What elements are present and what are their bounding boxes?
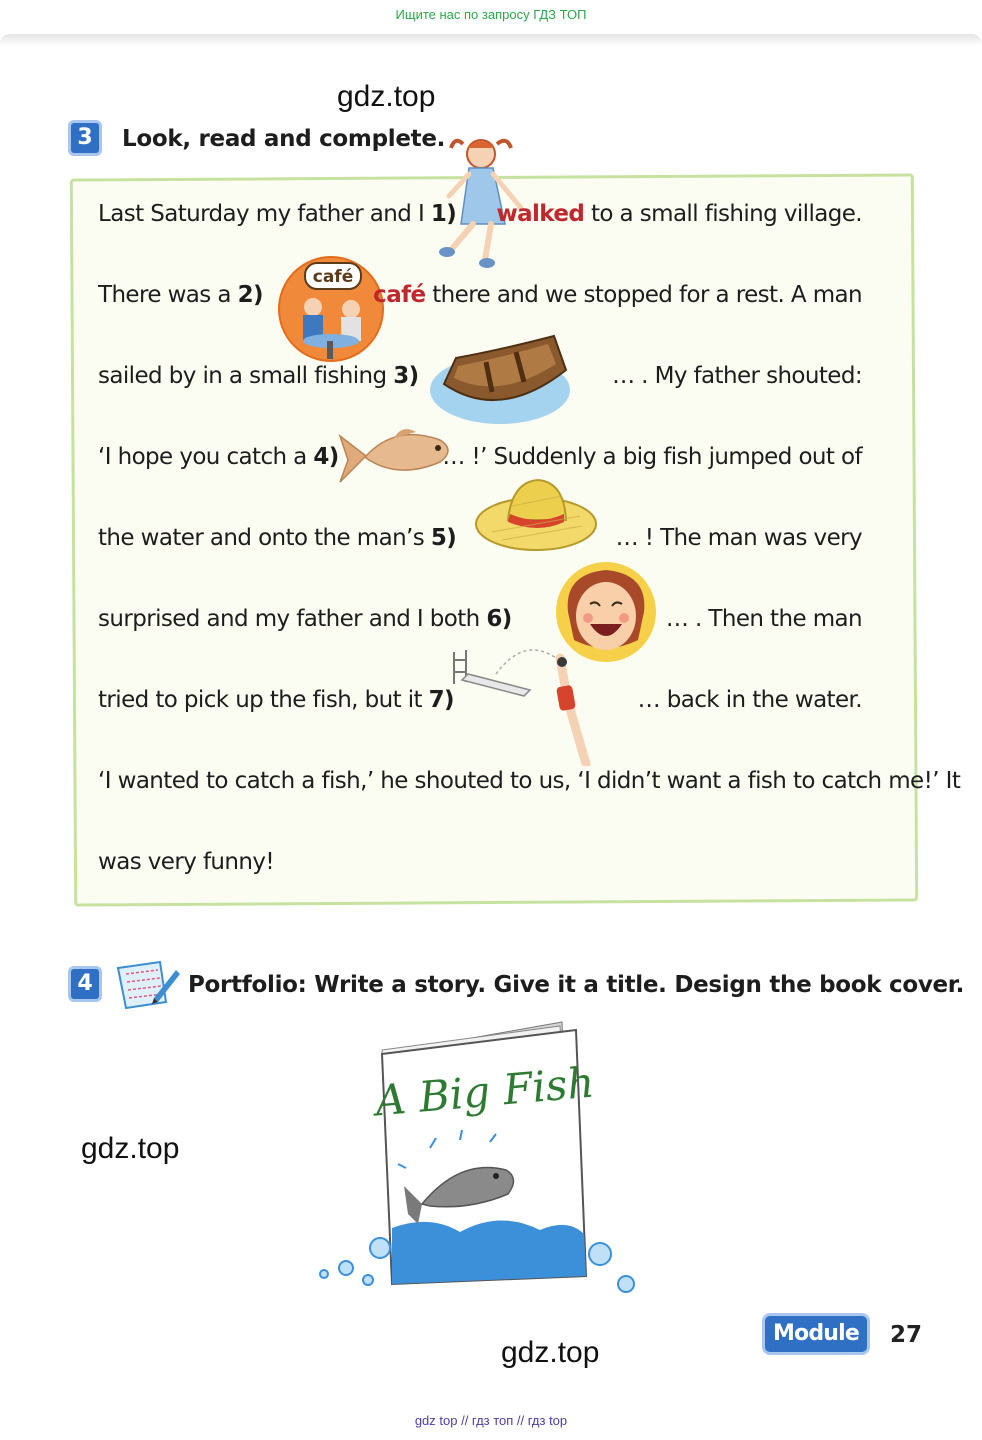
- gap-number: 5): [430, 525, 457, 551]
- story-line-9: was very funny!: [98, 849, 274, 875]
- answer-word: café: [373, 282, 426, 308]
- story-line-1: Last Saturday my father and I 1) walked to a small fishing village.: [98, 201, 862, 227]
- gap-number: 3): [393, 363, 419, 389]
- gap-number: 1): [430, 201, 457, 227]
- top-bar: [0, 0, 982, 34]
- watermark: gdz.top: [501, 1336, 600, 1369]
- footer-links[interactable]: gdz top // гдз топ // гдз top: [414, 1413, 568, 1428]
- page-number: 27: [890, 1322, 923, 1348]
- story-line-4: ‘I hope you catch a 4) … !’ Suddenly a big fish jumped out of: [98, 444, 862, 470]
- book-cover-icon: [310, 1018, 646, 1296]
- cafe-sign-text: café: [312, 267, 354, 287]
- answer-word: walked: [496, 201, 585, 227]
- story-line-7: tried to pick up the fish, but it 7) … back in the water.: [98, 687, 862, 713]
- gap-number: 4): [313, 444, 339, 470]
- story-line-5: the water and onto the man’s 5) … ! The man was very: [98, 525, 862, 551]
- gap-number: 7): [428, 687, 454, 713]
- story-line-8: ‘I wanted to catch a fish,’ he shouted to us, ‘I didn’t want a fish to catch me!’ It: [98, 768, 961, 794]
- page-shadow: [0, 34, 982, 46]
- gap-number: 2): [237, 282, 263, 308]
- exercise-4-number: 4: [68, 966, 102, 1002]
- story-line-2: There was a 2) café there and we stopped for a rest. A man: [98, 282, 862, 308]
- search-promo-link[interactable]: Ищите нас по запросу ГДЗ ТОП: [395, 7, 587, 22]
- portfolio-icon: [114, 958, 182, 1012]
- story-line-3: sailed by in a small fishing 3) … . My father shouted:: [98, 363, 862, 389]
- book-title: A Big Fish: [373, 1057, 597, 1126]
- story-line-6: surprised and my father and I both 6) … . Then the man: [98, 606, 862, 632]
- gap-number: 6): [486, 606, 512, 632]
- watermark: gdz.top: [81, 1132, 180, 1165]
- module-badge: Module 6: [762, 1313, 870, 1355]
- exercise-3-title: Look, read and complete.: [122, 126, 446, 152]
- watermark: gdz.top: [337, 80, 436, 113]
- exercise-4-title: Portfolio: Write a story. Give it a title. Design the book cover.: [188, 972, 965, 998]
- exercise-3-number: 3: [68, 120, 102, 156]
